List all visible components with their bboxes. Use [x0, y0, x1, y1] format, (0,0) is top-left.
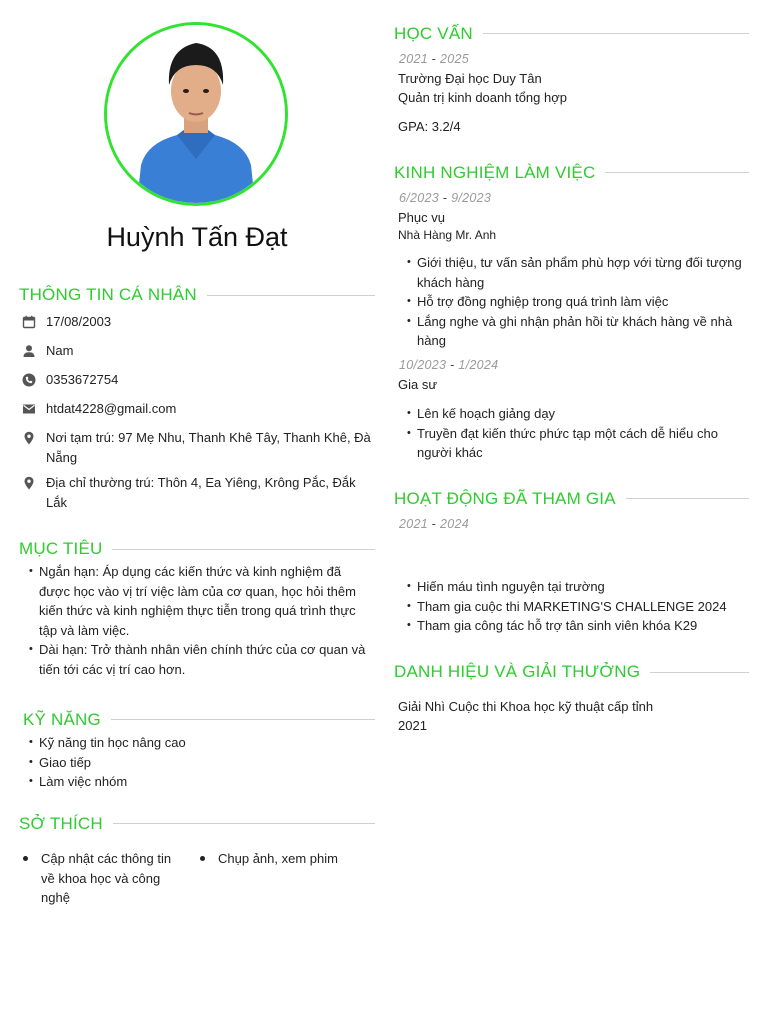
gender-value: Nam	[46, 343, 74, 358]
duty-item: • Giới thiệu, tư vấn sản phẩm phù hợp với từng đối tượng khách hàng	[407, 253, 747, 292]
major-name: Quản trị kinh doanh tổng hợp	[398, 90, 567, 105]
activities-dates: 2021 - 2024	[399, 517, 470, 531]
duty-item: • Lên kế hoạch giảng dạy	[407, 404, 747, 424]
awards-heading: DANH HIỆU VÀ GIẢI THƯỞNG	[394, 662, 650, 682]
dob-row	[22, 312, 374, 332]
temp-address-row	[22, 428, 374, 468]
activity-item: • Tham gia công tác hỗ trợ tân sinh viên khóa K29	[407, 616, 747, 636]
divider	[615, 498, 749, 499]
duty-item: • Lắng nghe và ghi nhận phản hồi từ khách hàng về nhà hàng	[407, 312, 747, 351]
objective-list	[29, 562, 374, 679]
email-row	[22, 399, 374, 419]
email-value[interactable]: htdat4228@gmail.com	[46, 401, 177, 416]
hobby-text: Chụp ảnh, xem phim	[218, 851, 338, 866]
divider	[200, 295, 375, 296]
duty-item: • Hỗ trợ đồng nghiệp trong quá trình làm việc	[407, 292, 747, 312]
divider	[108, 549, 375, 550]
perm-address-value: Địa chỉ thường trú: Thôn 4, Ea Yiêng, Krông Pắc, Đắk Lắk	[46, 475, 356, 510]
hobbies-heading: SỞ THÍCH	[19, 814, 113, 834]
activities-heading: HOẠT ĐỘNG ĐÃ THAM GIA	[394, 489, 626, 509]
bullet-dot	[200, 856, 205, 861]
temp-address-value: Nơi tạm trú: 97 Mẹ Nhu, Thanh Khê Tây, Thanh Khê, Đà Nẵng	[46, 430, 371, 465]
divider	[470, 33, 749, 34]
location-pin-icon	[22, 431, 36, 445]
hobby-item	[41, 849, 186, 908]
perm-address-row	[22, 473, 374, 513]
skill-item: • Kỹ năng tin học nâng cao	[29, 733, 374, 753]
location-pin-icon	[22, 476, 36, 490]
phone-value[interactable]: 0353672754	[46, 372, 119, 387]
award-year: 2021	[398, 718, 427, 733]
skills-heading: KỸ NĂNG	[23, 710, 111, 730]
education-dates: 2021 - 2025	[399, 52, 470, 66]
job-position: Gia sư	[398, 377, 438, 392]
calendar-icon	[22, 315, 36, 329]
divider	[106, 719, 375, 720]
avatar-portrait	[107, 25, 285, 203]
job-position: Phục vụ	[398, 210, 445, 225]
personal-info-heading: THÔNG TIN CÁ NHÂN	[19, 285, 207, 305]
skill-item: • Giao tiếp	[29, 753, 374, 773]
activity-item: • Tham gia cuộc thi MARKETING'S CHALLENGE 2024	[407, 597, 747, 617]
bullet-dot	[23, 856, 28, 861]
divider	[108, 823, 375, 824]
job-duties	[407, 253, 747, 351]
award-name: Giải Nhì Cuộc thi Khoa học kỹ thuật cấp tỉnh	[398, 699, 654, 714]
activity-item: • Hiến máu tình nguyện tại trường	[407, 577, 747, 597]
phone-row	[22, 370, 374, 390]
person-icon	[22, 344, 36, 358]
experience-heading: KINH NGHIỆM LÀM VIỆC	[394, 163, 605, 183]
phone-icon	[22, 373, 36, 387]
hobby-item	[218, 849, 378, 869]
objective-item: • Dài hạn: Trở thành nhân viên chính thức của cơ quan và tiến tới các vị trí cao hơn.	[29, 640, 374, 679]
activities-list	[407, 577, 747, 636]
gender-row	[22, 341, 374, 361]
job-duties	[407, 404, 747, 463]
hobby-text: Cập nhật các thông tin về khoa học và công nghệ	[41, 851, 172, 905]
objective-item: • Ngắn hạn: Áp dụng các kiến thức và kinh nghiệm đã được học vào vị trí việc làm của cơ quan, học hỏi thêm kiến thức và kinh nghiệm thực tiễn trong quá trình thực tập và làm việc.	[29, 562, 374, 640]
divider	[598, 172, 749, 173]
job-dates: 10/2023 - 1/2024	[399, 358, 499, 372]
objective-heading: MỤC TIÊU	[19, 539, 112, 559]
gpa: GPA: 3.2/4	[398, 119, 461, 134]
job-company: Nhà Hàng Mr. Anh	[398, 228, 497, 242]
duty-item: • Truyền đạt kiến thức phức tạp một cách dễ hiểu cho người khác	[407, 424, 747, 463]
education-heading: HỌC VẤN	[394, 24, 483, 44]
candidate-name: Huỳnh Tấn Đạt	[106, 222, 288, 252]
skill-item: • Làm việc nhóm	[29, 772, 374, 792]
job-dates: 6/2023 - 9/2023	[399, 191, 492, 205]
dob-value: 17/08/2003	[46, 314, 112, 329]
skills-list	[29, 733, 374, 792]
mail-icon	[22, 402, 36, 416]
profile-photo	[104, 22, 288, 206]
school-name: Trường Đại học Duy Tân	[398, 71, 542, 86]
